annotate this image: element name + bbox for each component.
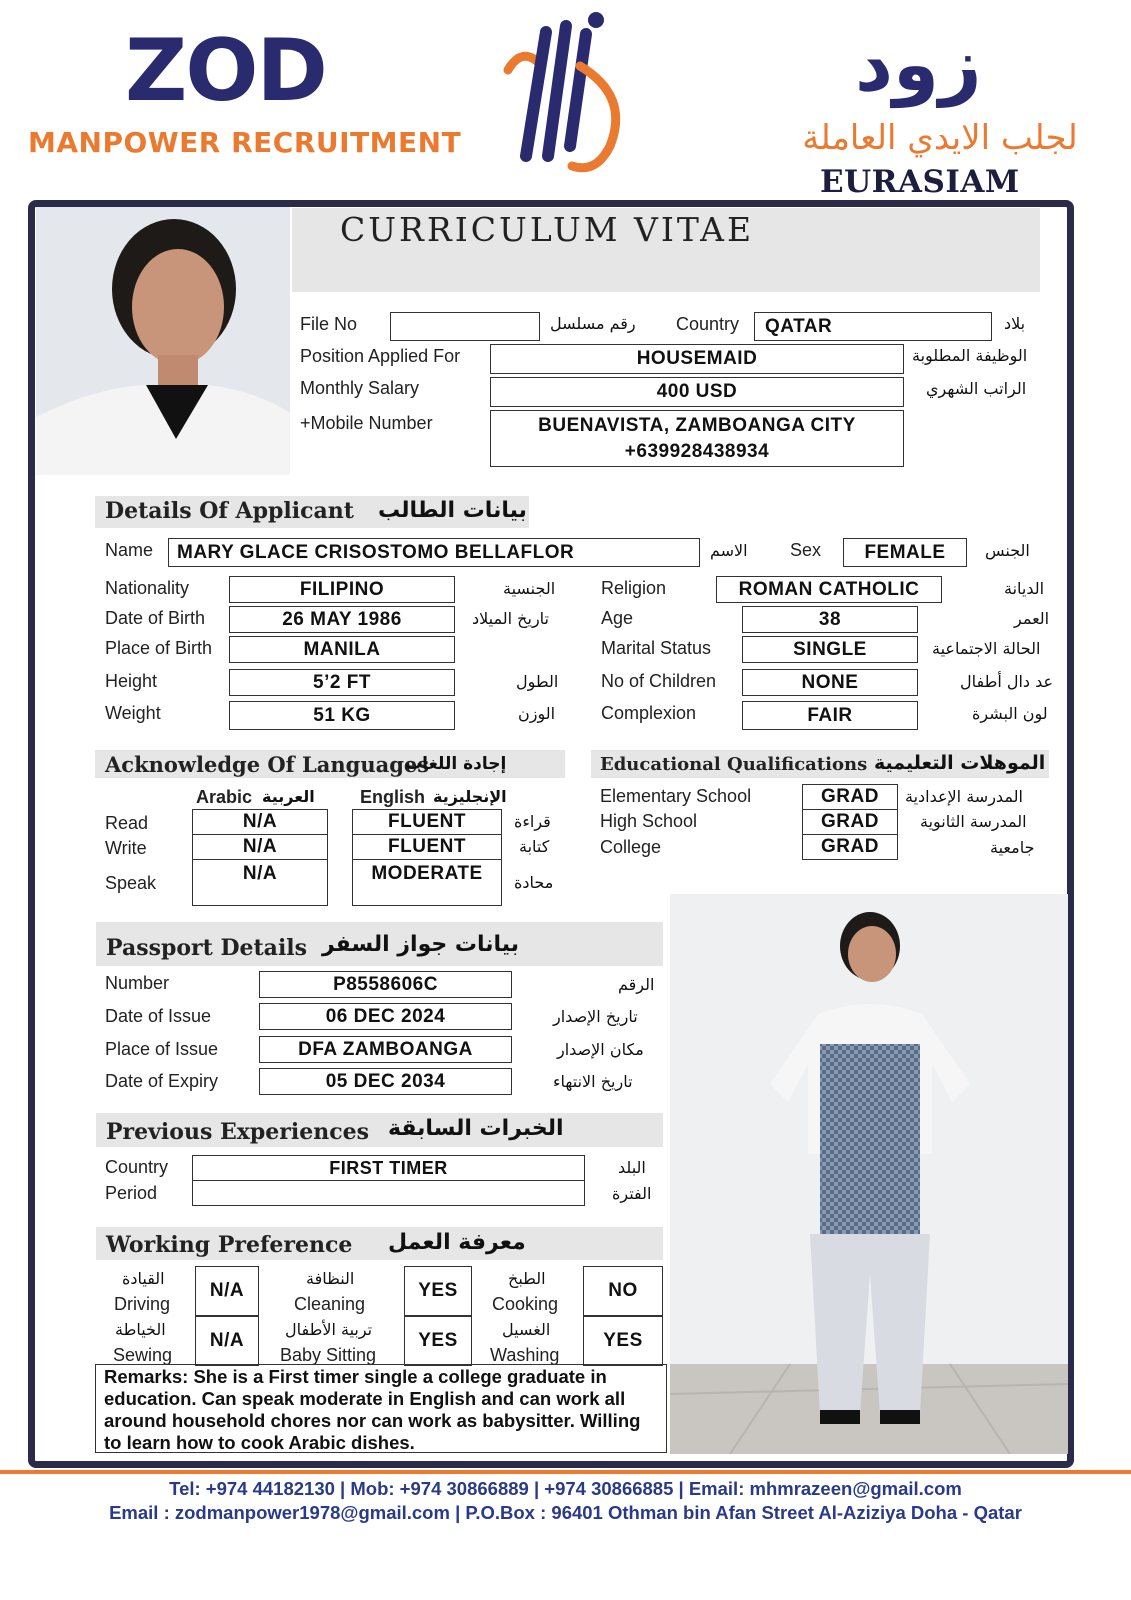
age-value: 38: [742, 606, 918, 633]
baby-sitting-arabic-label: تربية الأطفال: [285, 1320, 373, 1339]
footer-divider: [0, 1470, 1131, 1474]
issue-date-arabic-label: تاريخ الإصدار: [553, 1007, 638, 1026]
height-value: 5’2 FT: [229, 669, 455, 696]
preference-section-title-arabic: معرفة العمل: [388, 1230, 526, 1255]
experience-period-label: Period: [105, 1183, 158, 1203]
passport-number-label: Number: [105, 973, 170, 993]
footer-contact-line-2: Email : zodmanpower1978@gmail.com | P.O.Box : 96401 Othman bin Afan Street Al-Aziziya Doha - Qatar: [109, 1502, 1022, 1523]
high-school-arabic-label: المدرسة الثانوية: [920, 812, 1027, 831]
children-label: No of Children: [601, 671, 717, 691]
read-arabic-label: قراءة: [514, 812, 551, 831]
issue-place-label: Place of Issue: [105, 1039, 219, 1059]
position-value: HOUSEMAID: [490, 344, 904, 374]
file-no-label: File No: [300, 314, 358, 334]
expiry-date-label: Date of Expiry: [105, 1071, 219, 1091]
driving-value: N/A: [195, 1266, 259, 1316]
address-mobile-box: [490, 410, 904, 467]
pob-value: MANILA: [229, 636, 455, 663]
speak-label: Speak: [105, 873, 157, 893]
company-logo: [500, 6, 640, 176]
experience-period-value: [192, 1180, 585, 1206]
elementary-arabic-label: المدرسة الإعدادية: [905, 787, 1023, 806]
sex-value: FEMALE: [843, 538, 967, 567]
cleaning-label: Cleaning: [294, 1294, 366, 1314]
complexion-arabic-label: لون البشرة: [972, 704, 1048, 723]
sewing-arabic-label: الخياطة: [115, 1320, 166, 1339]
details-section-title-arabic: بيانات الطالب: [378, 498, 527, 523]
experience-country-label: Country: [105, 1157, 169, 1177]
weight-value: 51 KG: [229, 701, 455, 730]
education-section-title: Educational Qualifications: [600, 754, 868, 775]
write-arabic-value: N/A: [192, 834, 328, 860]
sex-label: Sex: [790, 540, 822, 560]
salary-arabic-label: الراتب الشهري: [926, 379, 1027, 398]
english-column-header-arabic: الإنجليزية: [433, 787, 507, 806]
file-no-value: [390, 312, 540, 341]
age-label: Age: [601, 608, 634, 628]
passport-section-title: Passport Details: [106, 935, 308, 961]
name-label: Name: [105, 540, 154, 560]
country-value: QATAR: [754, 312, 992, 341]
weight-arabic-label: الوزن: [518, 704, 556, 723]
elementary-label: Elementary School: [600, 786, 752, 806]
arabic-column-header-arabic: العربية: [262, 787, 315, 806]
complexion-value: FAIR: [742, 701, 918, 730]
sewing-value: N/A: [195, 1316, 259, 1366]
footer-contact-line-1: Tel: +974 44182130 | Mob: +974 30866889 | +974 30866885 | Email: mhmrazeen@gmail.com: [169, 1478, 962, 1499]
file-no-arabic-label: رقم مسلسل: [550, 314, 636, 333]
issue-date-label: Date of Issue: [105, 1006, 212, 1026]
read-english-value: FLUENT: [352, 809, 502, 835]
height-label: Height: [105, 671, 158, 691]
expiry-date-arabic-label: تاريخ الانتهاء: [553, 1072, 633, 1091]
dob-label: Date of Birth: [105, 608, 206, 628]
name-value: MARY GLACE CRISOSTOMO BELLAFLOR: [168, 538, 700, 567]
height-arabic-label: الطول: [516, 672, 559, 691]
nationality-label: Nationality: [105, 578, 190, 598]
marital-label: Marital Status: [601, 638, 712, 658]
nationality-value: FILIPINO: [229, 576, 455, 603]
details-section-title: Details Of Applicant: [105, 498, 354, 524]
experience-period-arabic-label: الفترة: [612, 1184, 652, 1203]
nationality-arabic-label: الجنسية: [503, 579, 556, 598]
age-arabic-label: العمر: [1014, 609, 1050, 628]
driving-label: Driving: [114, 1294, 171, 1314]
english-column-header: English: [360, 787, 426, 807]
cleaning-arabic-label: النظافة: [306, 1269, 355, 1288]
washing-label: Washing: [490, 1345, 560, 1365]
cooking-arabic-label: الطبخ: [508, 1269, 546, 1288]
address-value: BUENAVISTA, ZAMBOANGA CITY: [538, 415, 856, 436]
read-label: Read: [105, 813, 149, 833]
brand-logo-text: ZOD: [125, 21, 326, 121]
passport-section-title-arabic: بيانات جواز السفر: [322, 932, 520, 957]
weight-label: Weight: [105, 703, 161, 723]
marital-value: SINGLE: [742, 636, 918, 663]
cooking-label: Cooking: [492, 1294, 559, 1314]
dob-value: 26 MAY 1986: [229, 606, 455, 633]
salary-value: 400 USD: [490, 377, 904, 407]
passport-number-arabic-label: الرقم: [618, 975, 655, 994]
baby-sitting-label: Baby Sitting: [280, 1345, 377, 1365]
high-school-label: High School: [600, 811, 698, 831]
languages-section-title: Acknowledge Of Languages: [105, 752, 430, 777]
brand-tagline-arabic: لجلب الايدي العاملة: [802, 118, 1078, 158]
education-section-title-arabic: الموهلات التعليمية: [874, 752, 1046, 774]
remarks-box: Remarks: She is a First timer single a college graduate in education. Can speak moderate in English and can work all around household chores nor can work as babysitter. Willing to learn how to cook Arabic dishes.: [95, 1364, 667, 1453]
arabic-column-header: Arabic: [196, 787, 253, 807]
brand-logo-arabic: زود: [855, 22, 982, 108]
complexion-label: Complexion: [601, 703, 697, 723]
children-arabic-label: عد دال أطفال: [960, 672, 1054, 691]
write-label: Write: [105, 838, 147, 858]
college-value: GRAD: [802, 834, 898, 860]
speak-arabic-value: N/A: [192, 859, 328, 906]
children-value: NONE: [742, 669, 918, 696]
marital-arabic-label: الحالة الاجتماعية: [932, 639, 1041, 658]
driving-arabic-label: القيادة: [122, 1269, 165, 1288]
speak-arabic-label: محادة: [514, 873, 554, 892]
experience-section-title: Previous Experiences: [106, 1119, 369, 1145]
experience-country-value: FIRST TIMER: [192, 1155, 585, 1181]
languages-section-title-arabic: إجادة اللغات: [405, 754, 507, 774]
position-arabic-label: الوظيفة المطلوبة: [912, 346, 1028, 365]
pob-label: Place of Birth: [105, 638, 213, 658]
dob-arabic-label: تاريخ الميلاد: [472, 609, 549, 628]
religion-label: Religion: [601, 578, 667, 598]
name-arabic-label: الاسم: [710, 541, 748, 560]
issue-date-value: 06 DEC 2024: [259, 1003, 512, 1030]
religion-arabic-label: الديانة: [1004, 579, 1045, 598]
issue-place-value: DFA ZAMBOANGA: [259, 1036, 512, 1063]
sex-arabic-label: الجنس: [985, 541, 1030, 560]
college-label: College: [600, 837, 662, 857]
baby-sitting-value: YES: [404, 1316, 472, 1366]
high-school-value: GRAD: [802, 809, 898, 835]
religion-value: ROMAN CATHOLIC: [716, 576, 942, 603]
expiry-date-value: 05 DEC 2034: [259, 1068, 512, 1095]
cooking-value: NO: [583, 1266, 663, 1316]
partner-name: EURASIAM: [820, 164, 1020, 200]
elementary-value: GRAD: [802, 784, 898, 810]
mobile-value: +639928438934: [624, 441, 770, 462]
experience-country-arabic-label: البلد: [618, 1158, 646, 1177]
cv-title: CURRICULUM VITAE: [340, 210, 755, 249]
applicant-portrait-photo: [36, 207, 290, 475]
washing-value: YES: [583, 1316, 663, 1366]
mobile-label: +Mobile Number: [300, 413, 433, 433]
salary-label: Monthly Salary: [300, 378, 420, 398]
washing-arabic-label: الغسيل: [502, 1320, 551, 1339]
preference-section-title: Working Preference: [106, 1232, 353, 1258]
write-arabic-label: كتابة: [519, 837, 550, 856]
brand-tagline: MANPOWER RECRUITMENT: [28, 126, 462, 159]
read-arabic-value: N/A: [192, 809, 328, 835]
sewing-label: Sewing: [113, 1345, 173, 1365]
country-arabic-label: بلاد: [1004, 314, 1026, 333]
position-label: Position Applied For: [300, 346, 461, 366]
country-label: Country: [676, 314, 740, 334]
speak-english-value: MODERATE: [352, 859, 502, 906]
passport-number-value: P8558606C: [259, 971, 512, 998]
write-english-value: FLUENT: [352, 834, 502, 860]
cleaning-value: YES: [404, 1266, 472, 1316]
applicant-full-body-photo: [670, 894, 1068, 1454]
experience-section-title-arabic: الخبرات السابقة: [388, 1116, 564, 1141]
issue-place-arabic-label: مكان الإصدار: [557, 1040, 644, 1059]
college-arabic-label: جامعية: [990, 838, 1035, 857]
